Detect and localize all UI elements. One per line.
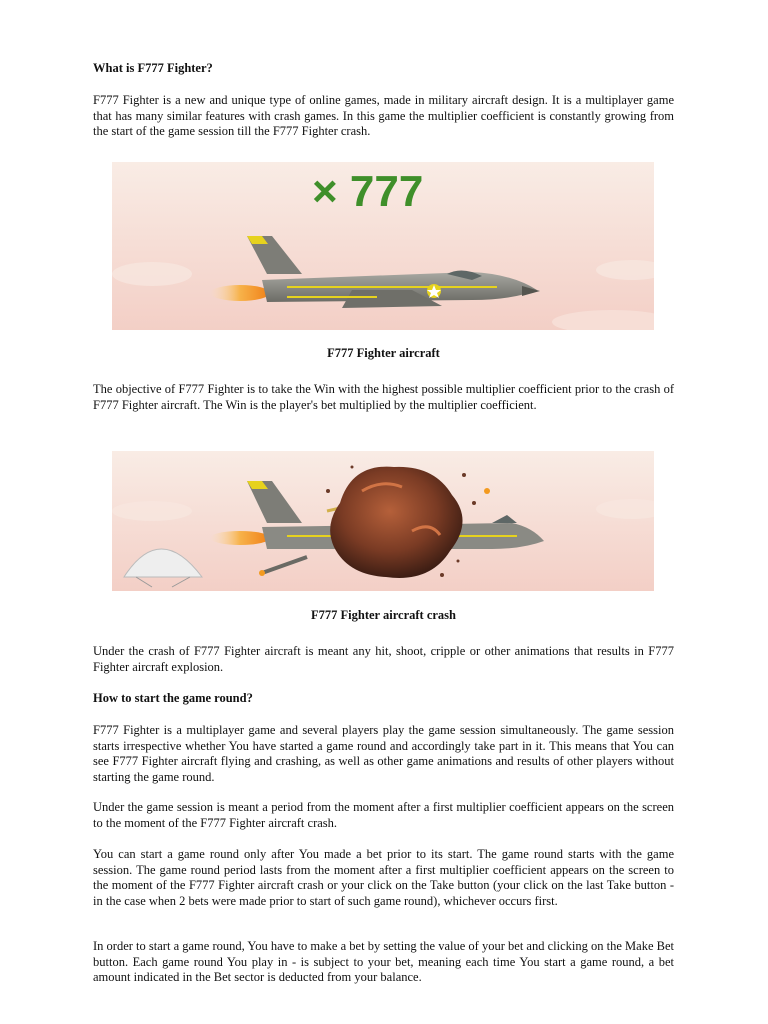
heading-how-to-start: How to start the game round? <box>93 691 253 705</box>
caption-aircraft: F777 Fighter aircraft <box>327 346 440 360</box>
aircraft-crash-illustration <box>112 451 654 591</box>
paragraph-intro: F777 Fighter is a new and unique type of online games, made in military aircraft design. It is a multiplayer game that has many similar features with crash games. In this game the multiplier coefficient is constantly growing from the start of the game session till the F777 Fighter crash. <box>93 93 674 138</box>
paragraph-objective: The objective of F777 Fighter is to take the Win with the highest possible multiplier coefficient prior to the crash of F777 Fighter aircraft. The Win is the player's bet multiplied by the multiplier coefficient. <box>93 382 674 412</box>
heading-what-is: What is F777 Fighter? <box>93 61 213 75</box>
aircraft-illustration <box>112 162 654 330</box>
paragraph-game-round: You can start a game round only after You made a bet prior to its start. The game round starts with the game session. The game round period lasts from the moment after a first multiplier coefficient appears on the screen to the moment of the F777 Fighter aircraft crash or your click on the Take button (your click on the last Take button - in the case when 2 bets were made prior to start of such game round), whichever occurs first. <box>93 847 674 908</box>
paragraph-multiplayer: F777 Fighter is a multiplayer game and several players play the game session simultaneously. The game session starts irrespective whether You have started a game round and accordingly take part in it. This means that You can see F777 Fighter aircraft flying and crashing, as well as other game animations and results of other players without starting the game round. <box>93 723 674 784</box>
paragraph-make-bet: In order to start a game round, You have to make a bet by setting the value of your bet and clicking on the Make Bet button. Each game round You play in - is subject to your bet, meaning each time You start a game round, a bet amount indicated in the Bet sector is deducted from your balance. <box>93 939 674 984</box>
caption-aircraft-crash: F777 Fighter aircraft crash <box>311 608 456 622</box>
multiplier-text: × 777 <box>312 167 424 216</box>
paragraph-game-session: Under the game session is meant a period from the moment after a first multiplier coefficient appears on the screen to the moment of the F777 Fighter aircraft crash. <box>93 800 674 830</box>
figure-aircraft <box>112 162 654 330</box>
figure-aircraft-crash <box>112 451 654 591</box>
paragraph-crash-definition: Under the crash of F777 Fighter aircraft is meant any hit, shoot, cripple or other animations that results in F777 Fighter aircraft explosion. <box>93 644 674 674</box>
